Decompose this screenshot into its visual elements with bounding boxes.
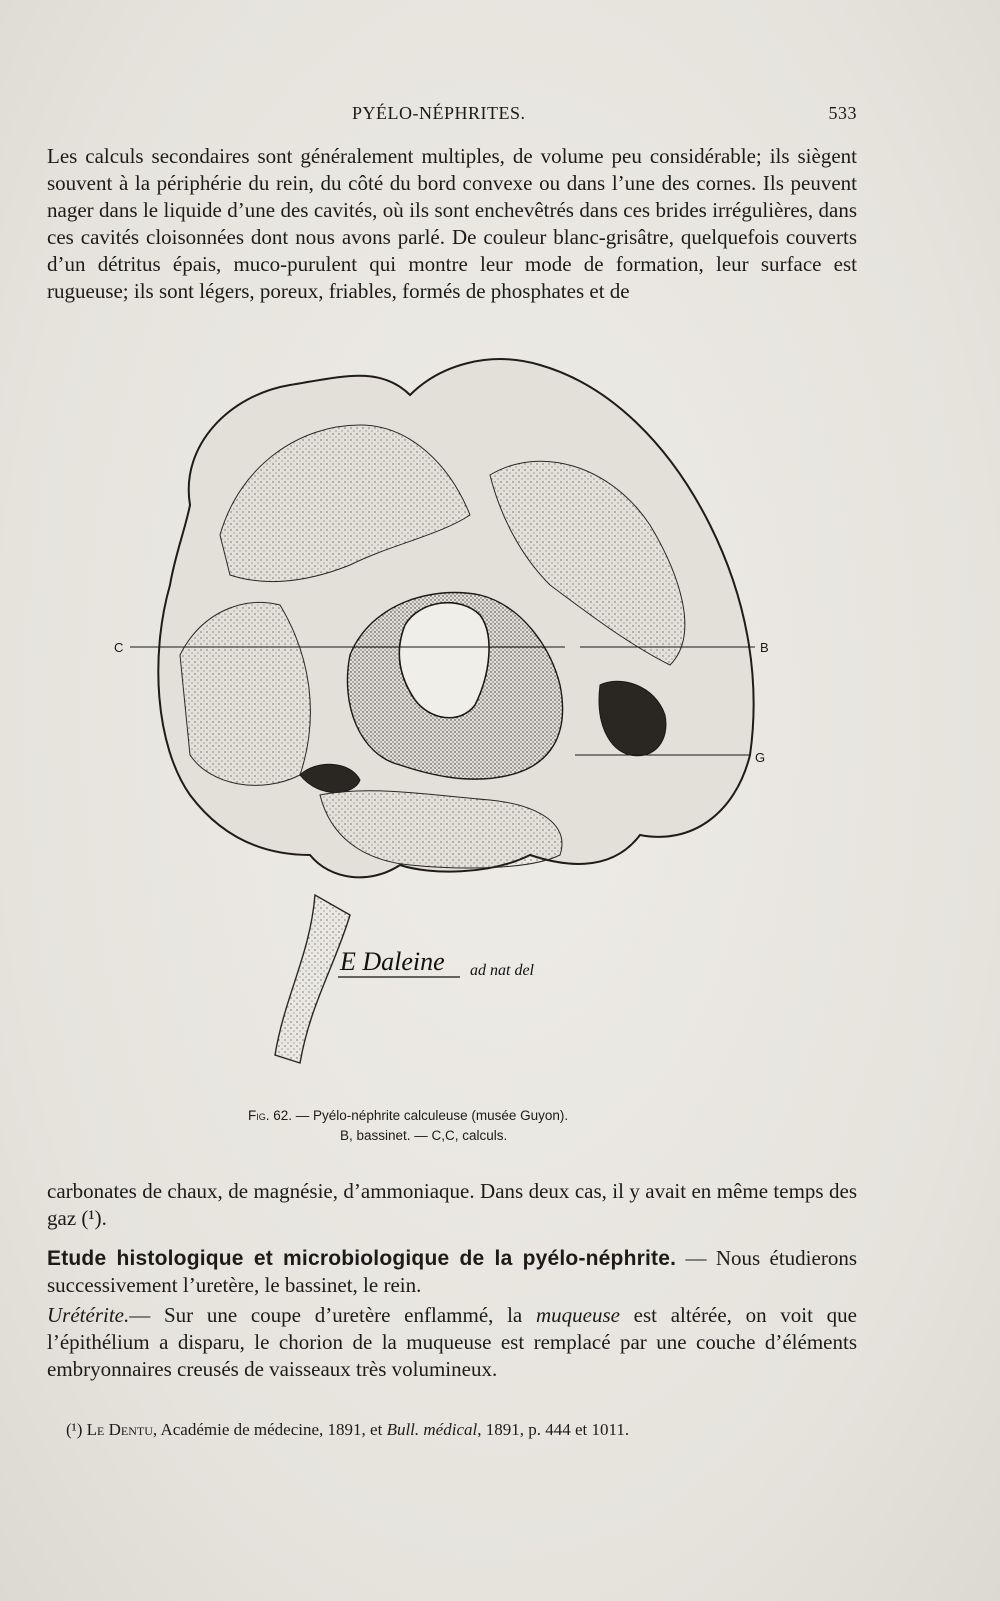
section-intro: — Nous étudierons successivement l’uretère, le bassinet, le rein. bbox=[47, 1246, 857, 1297]
footnote-marker: (¹) bbox=[66, 1420, 83, 1439]
ureterite-text-b: est altérée, on voit que l’épithélium a disparu, le chorion de la muqueuse est remplacé par une couche d’éléments embryonnaires creusés de vaisseaux très volumineux. bbox=[47, 1303, 858, 1381]
label-c-left: C bbox=[114, 640, 124, 655]
footnote-author: Le Dentu bbox=[86, 1420, 153, 1439]
footnote-text-b: , 1891, p. 444 et 1011. bbox=[477, 1420, 630, 1439]
ureter-shape bbox=[275, 895, 350, 1063]
paragraph-carbonates: carbonates de chaux, de magnésie, d’ammoniaque. Dans deux cas, il y avait en même temps des gaz (¹). bbox=[47, 1179, 857, 1230]
signature-suffix: ad nat del bbox=[470, 962, 534, 979]
figure-kidney-illustration bbox=[110, 355, 790, 1095]
page-number: 533 bbox=[828, 103, 857, 123]
kidney-engraving bbox=[110, 355, 790, 1095]
footnote bbox=[66, 1419, 856, 1441]
figure-caption-text: — Pyélo-néphrite calculeuse (musée Guyon). bbox=[295, 1108, 569, 1123]
cortex-left bbox=[180, 602, 310, 785]
footnote-text-a: , Académie de médecine, 1891, et bbox=[152, 1420, 387, 1439]
paragraph-etude bbox=[47, 1245, 857, 1299]
paragraph-ureterite bbox=[47, 1302, 857, 1383]
section-heading: Etude histologique et microbiologique de la pyélo-néphrite. bbox=[47, 1247, 677, 1270]
figure-caption-line-1 bbox=[248, 1108, 848, 1123]
figure-caption-line-2: B, bassinet. — C,C, calculs. bbox=[340, 1128, 508, 1143]
label-c-right: G bbox=[755, 750, 766, 765]
label-b: B bbox=[760, 640, 769, 655]
running-title: PYÉLO-NÉPHRITES. bbox=[352, 103, 526, 123]
paragraph-calculs: Les calculs secondaires sont généralement multiples, de volume peu considérable; ils siègent souvent à la périphérie du rein, du côté du bord convexe ou dans l’une des cornes. Ils peuvent nager dans le liquide d’une des cavités, où ils sont enchevêtrés dans ces brides irrégulières, dans ces cavités cloisonnées dont nous avons parlé. De couleur blanc-grisâtre, quelquefois couverts d’un détritus épais, muco-purulent qui montre leur mode de formation, leur surface est rugueuse; ils sont légers, poreux, friables, formés de phosphates et de bbox=[47, 144, 857, 303]
ureterite-emphasis: muqueuse bbox=[535, 1303, 620, 1327]
ureterite-label: Urétérite. bbox=[47, 1303, 130, 1327]
artist-signature: E Daleine bbox=[340, 947, 445, 976]
figure-number: Fig. 62. bbox=[248, 1108, 293, 1123]
footnote-journal: Bull. médical bbox=[386, 1420, 478, 1439]
running-header bbox=[47, 103, 857, 129]
ureterite-text-a: — Sur une coupe d’uretère enflammé, la bbox=[129, 1303, 536, 1327]
